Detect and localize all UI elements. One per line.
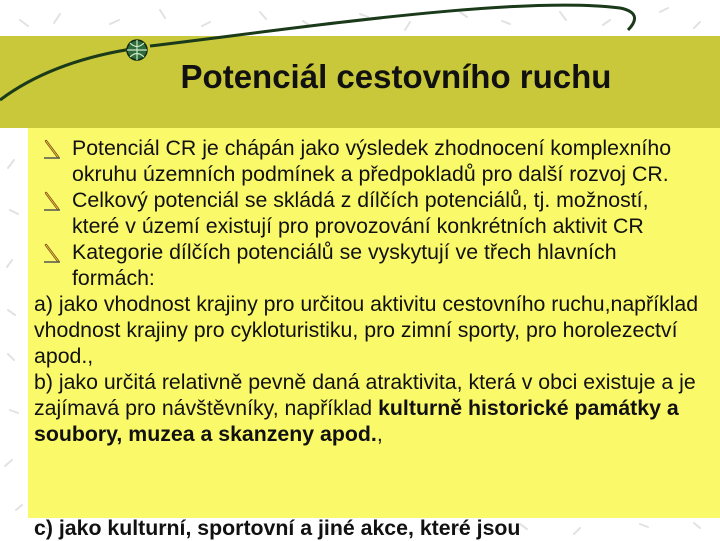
pencil-bullet-icon [43, 191, 61, 211]
pencil-bullet-icon [43, 243, 61, 263]
bullet-item [40, 239, 700, 291]
bullet-item [40, 187, 700, 239]
clipped-line: c) jako kulturní, sportovní a jiné akce, které jsou [34, 516, 521, 540]
bullet-text: Potenciál CR je chápán jako výsledek zhodnocení komplexního okruhu územních podmínek a předpokladů pro další rozvoj CR. [72, 136, 672, 186]
slide-title: Potenciál cestovního ruchu [180, 58, 612, 95]
sub-item-bold-text: kulturně historické památky a soubory, muzea a skanzeny apod. [34, 396, 679, 446]
slide-body [34, 135, 700, 447]
sub-item-text: b) jako určitá relativně pevně daná atraktivita, která v obci existuje a je zajímavá pro návštěvníky, například [34, 370, 696, 420]
sub-item [34, 369, 700, 447]
bullet-text: Celkový potenciál se skládá z dílčích potenciálů, tj. možností, které v území existují pro provozování konkrétních aktivit CR [72, 188, 649, 238]
sub-item-text: a) jako vhodnost krajiny pro určitou aktivitu cestovního ruchu,například vhodnost krajiny pro cykloturistiku, pro zimní sporty, pro horolezectví apod., [34, 292, 699, 368]
pencil-bullet-icon [43, 139, 61, 159]
bullet-item [40, 135, 700, 187]
sub-item-tail: , [376, 422, 383, 446]
bullet-text: Kategorie dílčích potenciálů se vyskytují ve třech hlavních formách: [72, 240, 617, 290]
sub-item [34, 291, 700, 369]
